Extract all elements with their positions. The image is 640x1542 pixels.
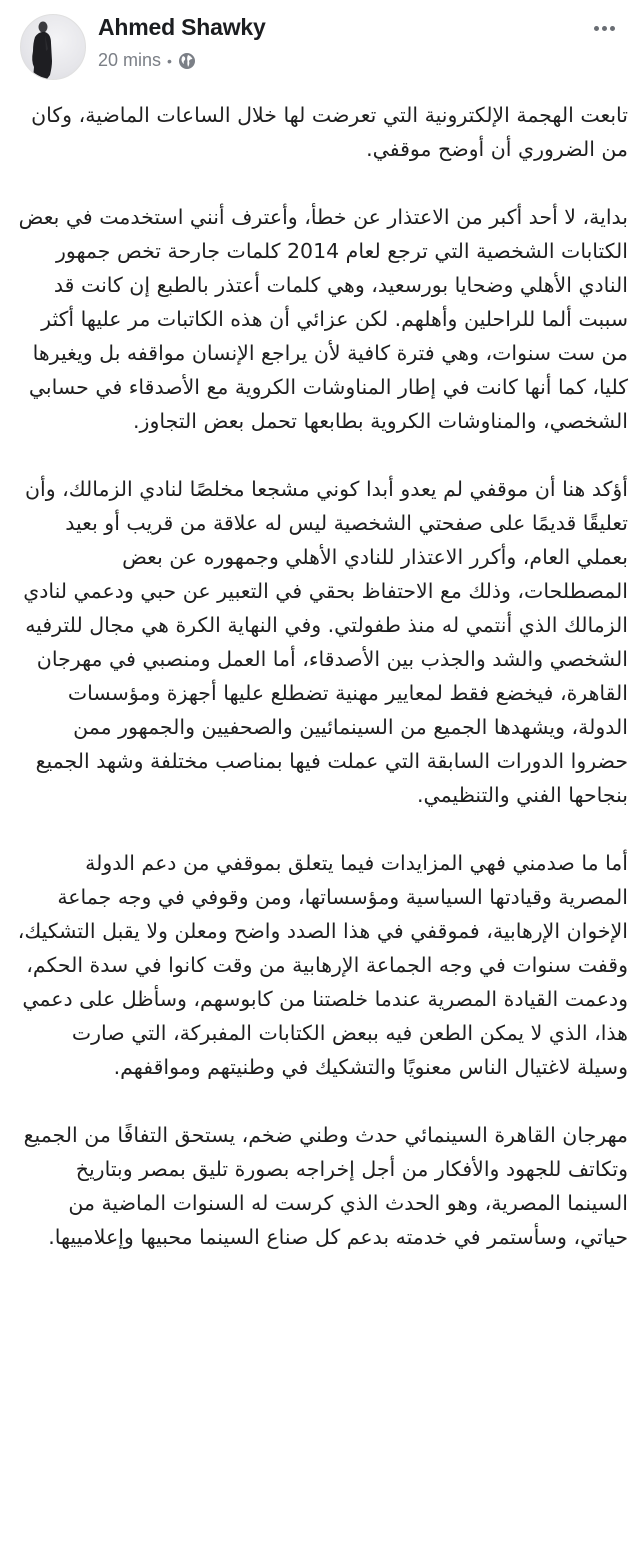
more-options-icon-dot (594, 26, 599, 31)
more-options-icon-dot (610, 26, 615, 31)
post-paragraph-5: مهرجان القاهرة السينمائي حدث وطني ضخم، يستحق التفافًا من الجميع وتكاتف للجهود والأفكار من أجل إخراجه بصورة تليق بمصر وبتاريخ السينما المصرية، وهو الحدث الذي كرست له السنوات الماضية من حياتي، وسأستمر في خدمته بدعم كل صناع السينما محبيها وإعلامييها. (23, 1123, 628, 1249)
post-paragraph-4: أما ما صدمني فهي المزايدات فيما يتعلق بموقفي من دعم الدولة المصرية وقيادتها السياسية ومؤسساتها، ومن وقوفي في وجه جماعة الإخوان الإرهابية، فموقفي في هذا الصدد واضح ومعلن ولا يقبل التشكيك، وقفت سنوات في وجه الجماعة الإرهابية من وقت كانوا في سدة الحكم، ودعمت القيادة المصرية عندما خلصتنا من كابوسهم، وسأظل على دعمي هذا، الذي لا يمكن الطعن فيه ببعض الكتابات المفبركة، التي صارت وسيلة لاغتيال الناس معنويًا والتشكيك في وطنيتهم ومواقفهم. (17, 851, 628, 1079)
post-paragraph-2: بداية، لا أحد أكبر من الاعتذار عن خطأ، وأعترف أنني استخدمت في بعض الكتابات الشخصية التي ترجع لعام 2014 كلمات جارحة تخص جمهور النادي الأهلي وضحايا بورسعيد، وهي كلمات أعتذر بالطبع إن كانت قد سببت ألما للراحلين وأهلهم. لكن عزائي أن هذه الكاتبات مر عليها أكثر من ست سنوات، وهي فترة كافية لأن يراجع الإنسان مواقفه بل ويغيرها كليا، كما أنها كانت في إطار المناوشات الكروية مع الأصدقاء في حسابي الشخصي، والمناوشات الكروية بطابعها تحمل بعض التجاوز. (18, 205, 628, 433)
post-body (16, 98, 628, 1288)
post-meta (98, 50, 196, 71)
globe-icon[interactable] (178, 52, 196, 70)
more-options-button[interactable] (586, 18, 622, 38)
post-header (0, 0, 640, 90)
author-avatar[interactable] (20, 14, 86, 80)
more-options-icon-dot (602, 26, 607, 31)
post-timestamp[interactable]: 20 mins (98, 50, 162, 70)
post-paragraph-1: تابعت الهجمة الإلكترونية التي تعرضت لها خلال الساعات الماضية، وكان من الضروري أن أوضح موقفي. (31, 103, 628, 161)
profile-photo-icon (21, 15, 85, 79)
meta-separator: • (167, 52, 172, 69)
post-paragraph-3: أؤكد هنا أن موقفي لم يعدو أبدا كوني مشجعا مخلصًا لنادي الزمالك، وأن تعليقًا قديمًا على صفحتي الشخصية ليس له علاقة من قريب أو بعيد بعملي العام، وأكرر الاعتذار للنادي الأهلي وجمهوره عن بعض المصطلحات، وذلك مع الاحتفاظ بحقي في التعبير عن حبي ودعمي لنادي الزمالك الذي أنتمي له منذ طفولتي. وفي النهاية الكرة هي مجال للترفيه الشخصي والشد والجذب بين الأصدقاء، أما العمل ومنصبي في مهرجان القاهرة، فيخضع فقط لمعايير مهنية تضطلع عليها أجهزة ومؤسسات الدولة، ويشهدها الجميع من السينمائيين والصحفيين والجمهور ممن حضروا الدورات السابقة التي عملت فيها بمناصب مختلفة وشهد الجميع بنجاحها الفني والتنظيمي. (23, 477, 628, 807)
author-name[interactable]: Ahmed Shawky (98, 14, 266, 40)
